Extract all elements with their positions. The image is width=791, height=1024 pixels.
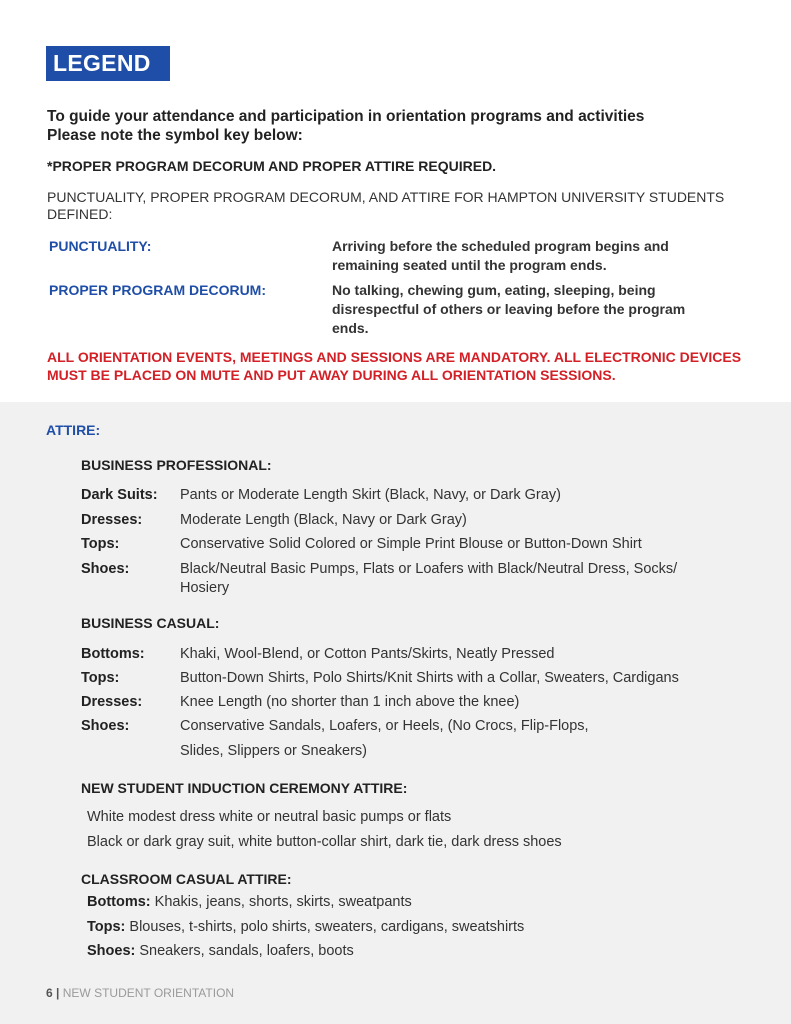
bc-key: Shoes: [81, 718, 130, 734]
business-professional-heading: BUSINESS PROFESSIONAL: [81, 457, 272, 473]
classroom-value: Sneakers, sandals, loafers, boots [135, 943, 354, 959]
induction-heading: NEW STUDENT INDUCTION CEREMONY ATTIRE: [81, 780, 408, 796]
legend-badge [46, 46, 170, 81]
induction-line: Black or dark gray suit, white button-collar shirt, dark tie, dark dress shoes [87, 834, 562, 850]
classroom-heading: CLASSROOM CASUAL ATTIRE: [81, 871, 292, 887]
bc-value: Khaki, Wool-Blend, or Cotton Pants/Skirts, Neatly Pressed [180, 646, 555, 662]
bc-value: Conservative Sandals, Loafers, or Heels, (No Crocs, Flip-Flops, [180, 718, 589, 734]
bc-key: Bottoms: [81, 646, 145, 662]
definition-punctuality: Arriving before the scheduled program begins and remaining seated until the program ends. [332, 238, 669, 273]
business-casual-heading: BUSINESS CASUAL: [81, 615, 220, 631]
bp-value: Moderate Length (Black, Navy or Dark Gray) [180, 512, 467, 528]
classroom-key: Bottoms: [87, 894, 151, 910]
bc-value: Knee Length (no shorter than 1 inch above the knee) [180, 694, 520, 710]
attire-label: ATTIRE: [46, 422, 101, 438]
term-punctuality: PUNCTUALITY: [49, 238, 152, 254]
definition-decorum: No talking, chewing gum, eating, sleeping, being disrespectful of others or leaving before the program ends. [332, 282, 686, 336]
classroom-key: Tops: [87, 919, 126, 935]
requirement-note: *PROPER PROGRAM DECORUM AND PROPER ATTIRE REQUIRED. [47, 158, 497, 174]
classroom-line [87, 943, 354, 959]
bp-key: Tops: [81, 536, 120, 552]
classroom-line [87, 894, 412, 910]
classroom-line [87, 919, 524, 935]
bp-value: Pants or Moderate Length Skirt (Black, Navy, or Dark Gray) [180, 487, 561, 503]
bp-value: Conservative Solid Colored or Simple Print Blouse or Button-Down Shirt [180, 536, 642, 552]
mandatory-notice: ALL ORIENTATION EVENTS, MEETINGS AND SESSIONS ARE MANDATORY. ALL ELECTRONIC DEVICES MUST BE PLACED ON MUTE AND PUT AWAY DURING ALL ORIENTATION SESSIONS. [47, 349, 742, 383]
term-decorum: PROPER PROGRAM DECORUM: [49, 282, 267, 298]
bp-key: Dark Suits: [81, 487, 158, 503]
classroom-key: Shoes: [87, 943, 136, 959]
bp-value: Black/Neutral Basic Pumps, Flats or Loafers with Black/Neutral Dress, Socks/ Hosiery [180, 561, 678, 596]
footer-separator: | [56, 986, 60, 1000]
page-number: 6 [46, 986, 53, 1000]
intro-line-2: Please note the symbol key below: [47, 127, 303, 144]
bc-value-continued: Slides, Slippers or Sneakers) [180, 743, 367, 759]
intro-line-1: To guide your attendance and participation in orientation programs and activities [47, 108, 645, 125]
bc-value: Button-Down Shirts, Polo Shirts/Knit Shirts with a Collar, Sweaters, Cardigans [180, 670, 679, 686]
bc-key: Dresses: [81, 694, 143, 710]
bc-key: Tops: [81, 670, 120, 686]
intro-text [47, 107, 747, 145]
legend-title: LEGEND [53, 50, 151, 76]
definitions-heading: PUNCTUALITY, PROPER PROGRAM DECORUM, AND ATTIRE FOR HAMPTON UNIVERSITY STUDENTS DEFINED: [47, 189, 725, 222]
classroom-value: Blouses, t-shirts, polo shirts, sweaters, cardigans, sweatshirts [125, 919, 525, 935]
bp-key: Dresses: [81, 512, 143, 528]
bp-key: Shoes: [81, 561, 130, 577]
page-footer [46, 986, 234, 1000]
induction-line: White modest dress white or neutral basic pumps or flats [87, 809, 452, 825]
classroom-value: Khakis, jeans, shorts, skirts, sweatpants [150, 894, 412, 910]
footer-title: NEW STUDENT ORIENTATION [62, 986, 235, 1000]
